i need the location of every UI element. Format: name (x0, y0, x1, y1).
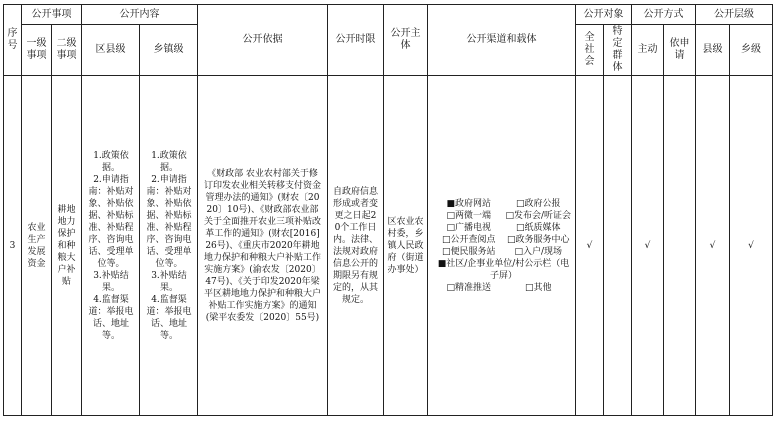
checkbox-icon: □ (524, 282, 534, 293)
checkbox-icon: ■ (437, 258, 447, 269)
header-level2: 二级事项 (52, 25, 82, 76)
header-specific-group: 特定群体 (604, 25, 632, 76)
header-matter: 公开事项 (22, 5, 82, 25)
channel-label: 入户/现场 (522, 246, 563, 257)
table-row (4, 76, 773, 416)
channel-item (504, 234, 574, 246)
channel-item (434, 258, 573, 282)
header-township-level: 乡级 (730, 25, 773, 76)
channel-label: 政府网站 (455, 198, 492, 209)
cell-seq: 3 (4, 76, 22, 416)
header-time-limit: 公开时限 (328, 5, 384, 76)
header-level: 公开层级 (696, 5, 773, 25)
header-basis: 公开依据 (198, 5, 328, 76)
township-item: 1.政策依据。 (151, 150, 187, 173)
header-subject: 公开主体 (384, 5, 428, 76)
channel-row (434, 258, 573, 282)
cell-subject: 区农业农村委，乡镇人民政府（街道办事处） (384, 76, 428, 416)
county-item: 4.监督渠道：举报电话、地址等。 (88, 294, 134, 341)
checkbox-icon: □ (446, 222, 455, 233)
checkbox-icon: □ (514, 246, 523, 257)
header-seq: 序号 (4, 5, 22, 76)
cell-county-content (82, 76, 140, 416)
channel-label: 便民服务站 (450, 246, 496, 257)
channel-row (434, 246, 573, 258)
cell-township-content (140, 76, 198, 416)
checkbox-icon: □ (446, 210, 455, 221)
cell-level1: 农业生产发展资金 (22, 76, 52, 416)
checkbox-icon: □ (505, 210, 514, 221)
channel-row (434, 222, 573, 234)
header-county-level: 县级 (696, 25, 730, 76)
header-on-request: 依申请 (664, 25, 696, 76)
checkbox-icon: □ (441, 234, 451, 245)
channel-item (504, 222, 574, 234)
checkbox-icon: □ (515, 198, 525, 209)
township-item: 4.监督渠道：举报电话、地址等。 (146, 294, 192, 341)
channel-row (434, 210, 573, 222)
county-item: 3.补贴结果。 (93, 270, 129, 293)
checkbox-icon: □ (506, 234, 516, 245)
channel-item (434, 246, 504, 258)
cell-township-level-mark: √ (730, 76, 773, 416)
header-level1: 一级事项 (22, 25, 52, 76)
header-whole-society: 全社会 (576, 25, 604, 76)
cell-on-request-mark (664, 76, 696, 416)
header-method: 公开方式 (632, 5, 696, 25)
channel-label: 精准推送 (455, 282, 492, 293)
township-item: 2.申请指南：补贴对象、补贴依据、补贴标准、补贴程序、咨询电话、受理单位等。 (146, 174, 192, 269)
header-channels: 公开渠道和载体 (428, 5, 576, 76)
cell-level2: 耕地地力保护和种粮大户补贴 (52, 76, 82, 416)
header-target: 公开对象 (576, 5, 632, 25)
channel-label: 纸质媒体 (524, 222, 561, 233)
channel-item (434, 198, 504, 210)
channel-item (434, 222, 504, 234)
channel-label: 社区/企事业单位/村公示栏（电子屏） (446, 258, 570, 281)
header-county: 区县级 (82, 25, 140, 76)
channel-item (504, 210, 574, 222)
channel-item (434, 282, 504, 294)
channel-item (434, 234, 504, 246)
header-content: 公开内容 (82, 5, 198, 25)
township-item: 3.补贴结果。 (151, 270, 187, 293)
channel-row (434, 282, 573, 294)
disclosure-table (3, 4, 773, 416)
header-row-1 (4, 5, 773, 25)
cell-county-level-mark: √ (696, 76, 730, 416)
disclosure-table-wrapper (3, 4, 773, 416)
cell-whole-society-mark: √ (576, 76, 604, 416)
channel-item (504, 246, 574, 258)
channel-item (504, 198, 574, 210)
checkbox-icon: □ (446, 282, 455, 293)
cell-basis: 《财政部 农业农村部关于修订印发农业相关转移支付资金管理办法的通知》(财农〔2020〕10号)、《财政部农业部关于全面推开农业三项补贴改革工作的通知》(财农[2016]26号)、《重庆市2020年耕地地力保护和种粮大户补贴工作实施方案》(渝农发〔2020〕47号)、《关于印发2020年梁平区耕地地力保护和种粮大户补贴工作实施方案》的通知(梁平农委发〔2020〕55号) (198, 76, 328, 416)
cell-time-limit: 自政府信息形成或者变更之日起20个工作日内。法律、法规对政府信息公开的期限另有规定的，从其规定。 (328, 76, 384, 416)
channel-label: 其他 (533, 282, 552, 293)
cell-specific-group-mark (604, 76, 632, 416)
channel-item (504, 282, 574, 294)
channel-item (434, 210, 504, 222)
county-item: 1.政策依据。 (93, 150, 129, 173)
channel-label: 政务服务中心 (515, 234, 570, 245)
channel-label: 两微一端 (455, 210, 492, 221)
county-item: 2.申请指南：补贴对象、补贴依据、补贴标准、补贴程序、咨询电话、受理单位等。 (88, 174, 134, 269)
checkbox-icon: □ (441, 246, 451, 257)
checkbox-icon: ■ (446, 198, 455, 209)
checkbox-icon: □ (515, 222, 525, 233)
header-township: 乡镇级 (140, 25, 198, 76)
channel-row (434, 234, 573, 246)
channel-label: 政府公报 (524, 198, 561, 209)
cell-active-mark: √ (632, 76, 664, 416)
channel-label: 发布会/听证会 (513, 210, 572, 221)
header-active: 主动 (632, 25, 664, 76)
cell-channels (428, 76, 576, 416)
channel-label: 广播电视 (455, 222, 492, 233)
channel-label: 公开查阅点 (450, 234, 496, 245)
channel-row (434, 198, 573, 210)
